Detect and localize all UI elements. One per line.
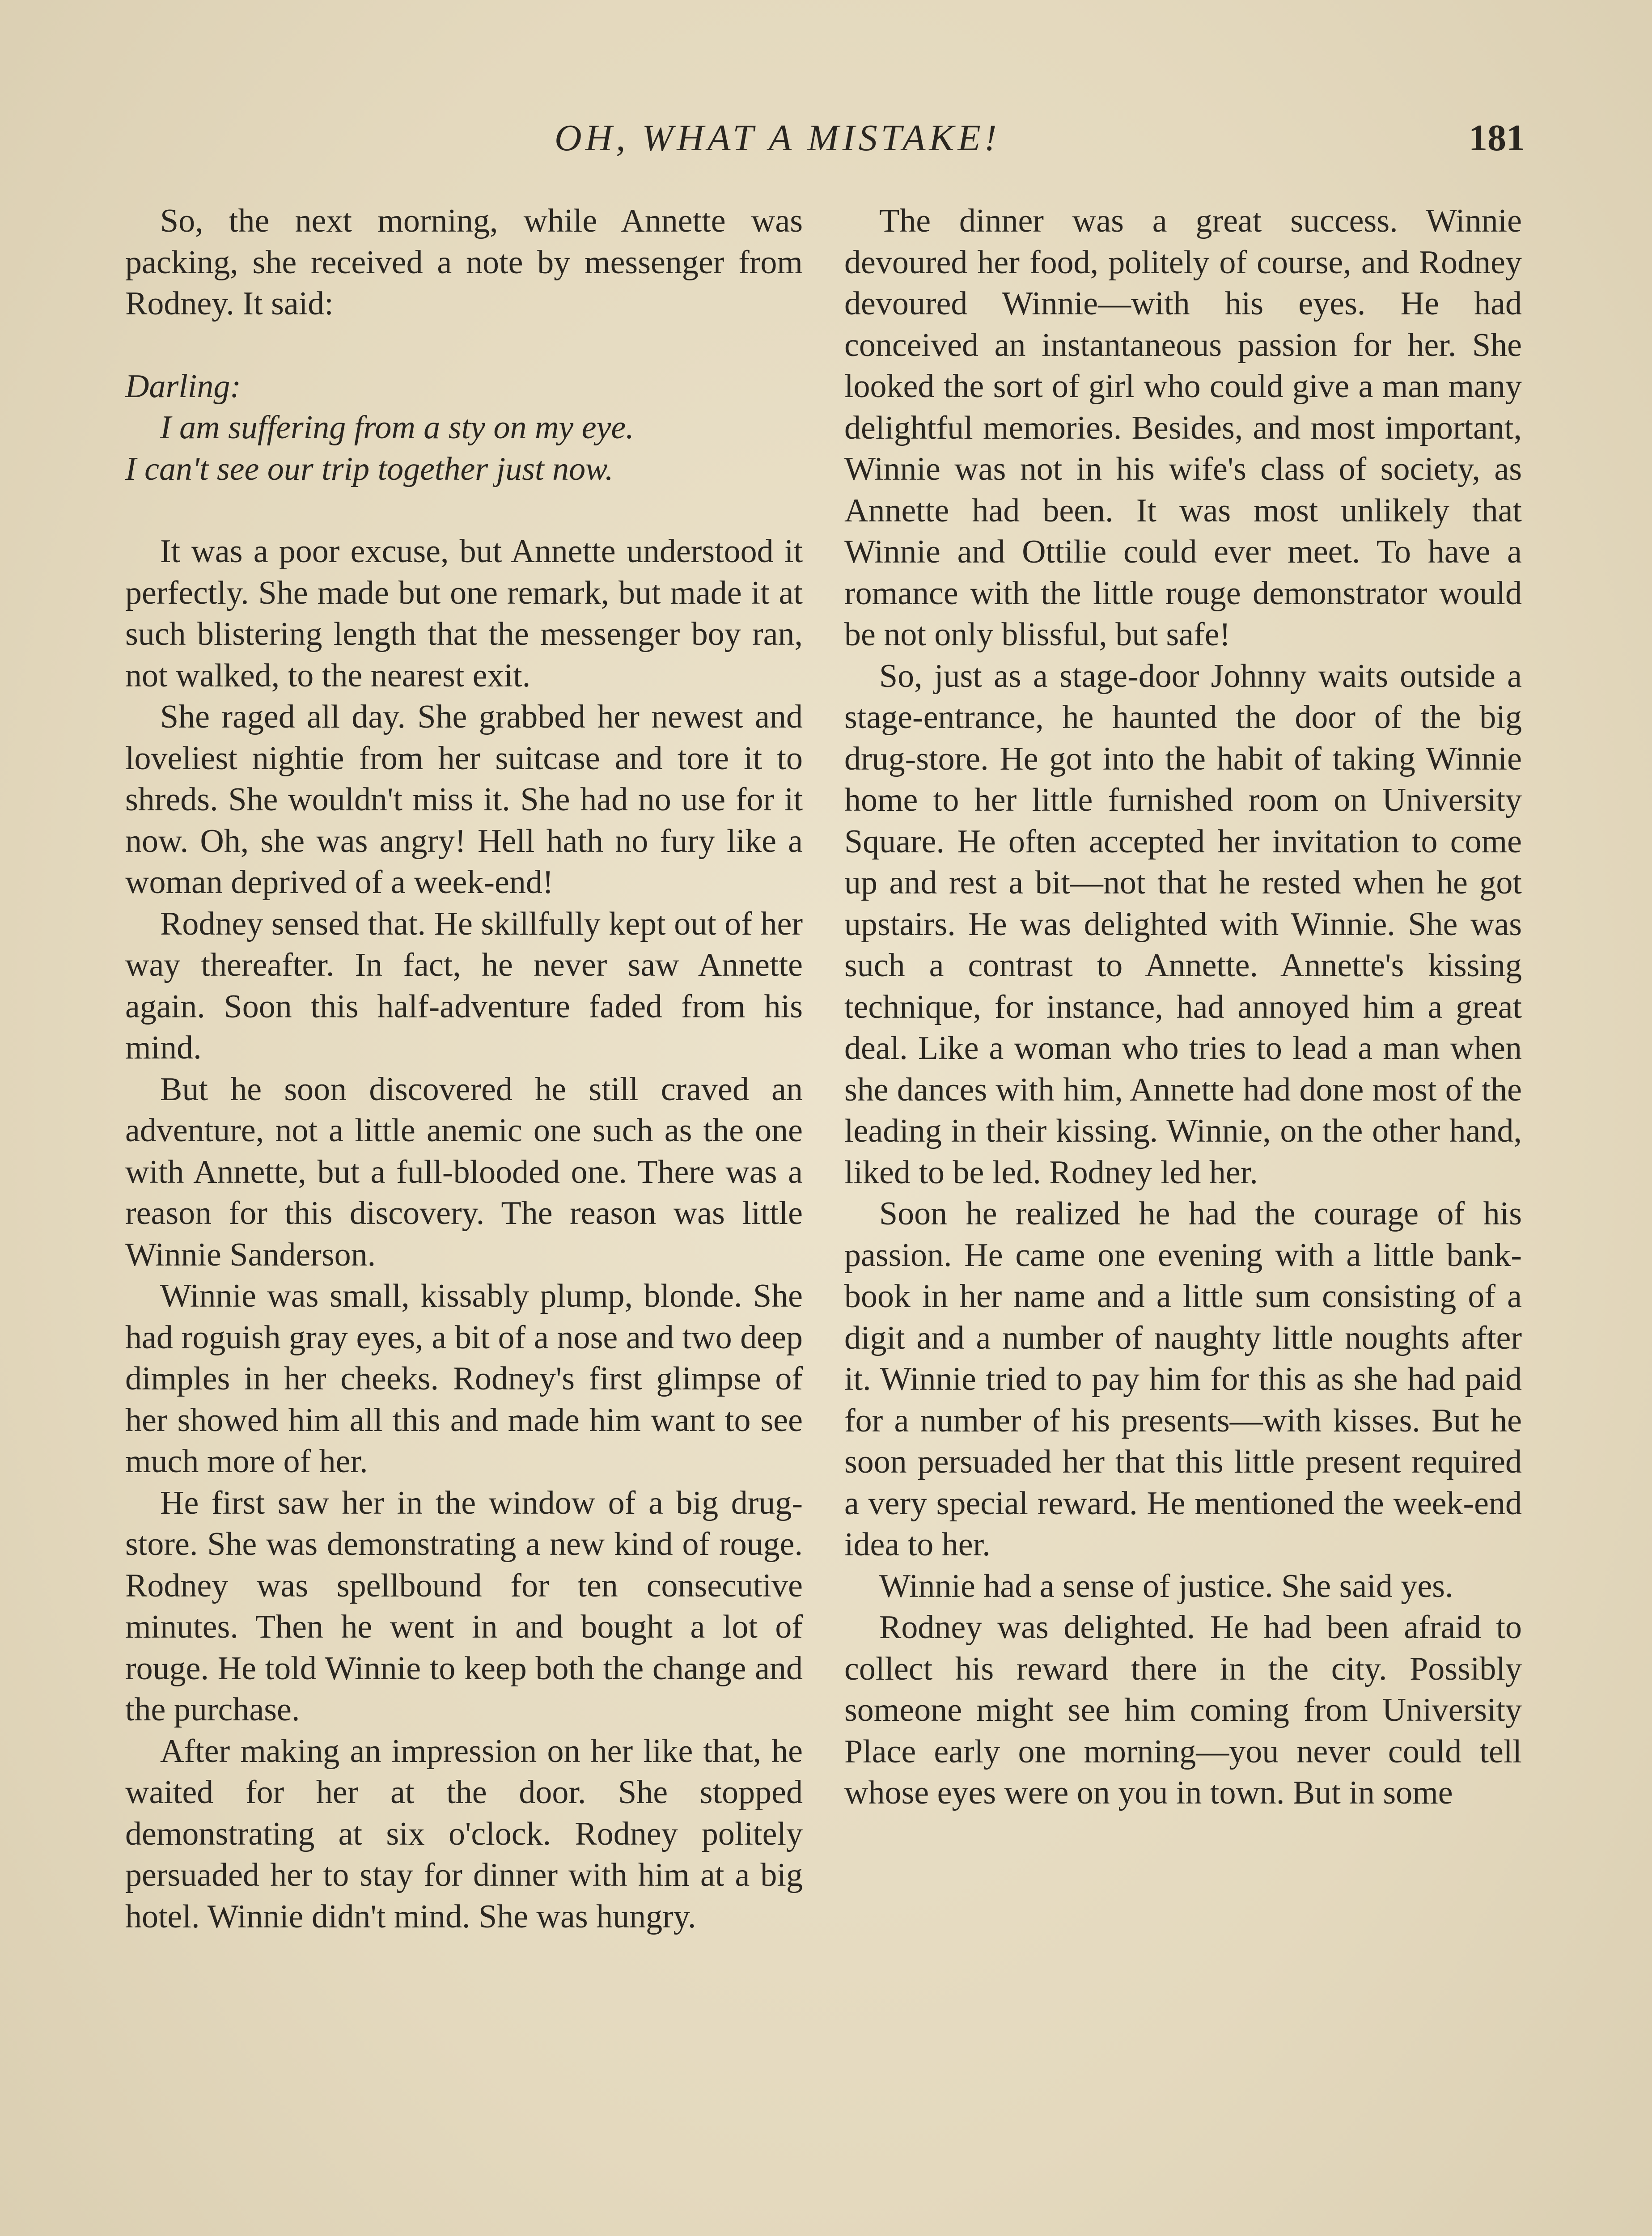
running-title: OH, WHAT A MISTAKE! <box>555 117 1000 159</box>
letter-salutation: Darling: <box>125 368 241 405</box>
page-header <box>528 112 1525 174</box>
letter-line: I can't see our trip together just now. <box>125 450 614 487</box>
right-column <box>844 200 1522 1814</box>
paragraph: Rodney was delighted. He had been afraid to collect his reward there in the city. Possibly someone might see him coming from University Place early one morning—you never could tell whose eyes were on you in town. But in some <box>844 1609 1522 1811</box>
paragraph: Winnie had a sense of justice. She said yes. <box>879 1567 1453 1605</box>
paragraph: Rodney sensed that. He skillfully kept out of her way thereafter. In fact, he never saw Annette again. Soon this half-adventure faded from his mind. <box>125 905 803 1066</box>
paragraph: It was a poor excuse, but Annette understood it perfectly. She made but one remark, but made it at such blistering length that the messenger boy ran, not walked, to the nearest exit. <box>125 533 803 694</box>
paragraph: Winnie was small, kissably plump, blonde. She had roguish gray eyes, a bit of a nose and two deep dimples in her cheeks. Rodney's first glimpse of her showed him all this and made him want to see much more of her. <box>125 1278 803 1480</box>
paragraph: The dinner was a great success. Winnie devoured her food, politely of course, and Rodney devoured Winnie—with his eyes. He had conceived an instantaneous passion for her. She looked the sort of girl who could give a man many delightful memories. Besides, and most important, Winnie was not in his wife's class of society, as Annette had been. It was most unlikely that Winnie and Ottilie could ever meet. To have a romance with the little rouge demonstrator would be not only blissful, but safe! <box>844 203 1522 653</box>
page-number: 181 <box>1469 117 1525 159</box>
paragraph: Soon he realized he had the courage of his passion. He came one evening with a little bank-book in her name and a little sum consisting of a digit and a number of naughty little noughts after it. Winnie tried to pay him for this as she had paid for a number of his presents—with kisses. But he soon persuaded her that this little present required a very special reward. He mentioned the week-end idea to her. <box>844 1195 1522 1563</box>
paragraph: After making an impression on her like that, he waited for her at the door. She stopped demonstrating at six o'clock. Rodney politely persuaded her to stay for dinner with him at a big hotel. Winnie didn't mind. She was hungry. <box>125 1732 803 1935</box>
left-column <box>125 200 803 1937</box>
paragraph: So, the next morning, while Annette was packing, she received a note by messenger from Rodney. It said: <box>125 203 803 322</box>
letter-line: I am suffering from a sty on my eye. <box>160 409 634 446</box>
paragraph: So, just as a stage-door Johnny waits outside a stage-entrance, he haunted the door of the big drug-store. He got into the habit of taking Winnie home to her little furnished room on University Square. He often accepted her invitation to come up and rest a bit—not that he rested when he got upstairs. He was delighted with Winnie. She was such a contrast to Annette. Annette's kissing technique, for instance, had annoyed him a great deal. Like a woman who tries to lead a man when she dances with him, Annette had done most of the leading in their kissing. Winnie, on the other hand, liked to be led. Rodney led her. <box>844 657 1522 1191</box>
paragraph: She raged all day. She grabbed her newest and loveliest nightie from her suitcase and tore it to shreds. She wouldn't miss it. She had no use for it now. Oh, she was angry! Hell hath no fury like a woman deprived of a week-end! <box>125 699 803 901</box>
paragraph: He first saw her in the window of a big drug-store. She was demonstrating a new kind of rouge. Rodney was spellbound for ten consecutive minutes. Then he went in and bought a lot of rouge. He told Winnie to keep both the change and the purchase. <box>125 1484 803 1728</box>
paragraph: But he soon discovered he still craved an adventure, not a little anemic one such as the one with Annette, but a full-blooded one. There was a reason for this discovery. The reason was little Winnie Sanderson. <box>125 1071 803 1273</box>
